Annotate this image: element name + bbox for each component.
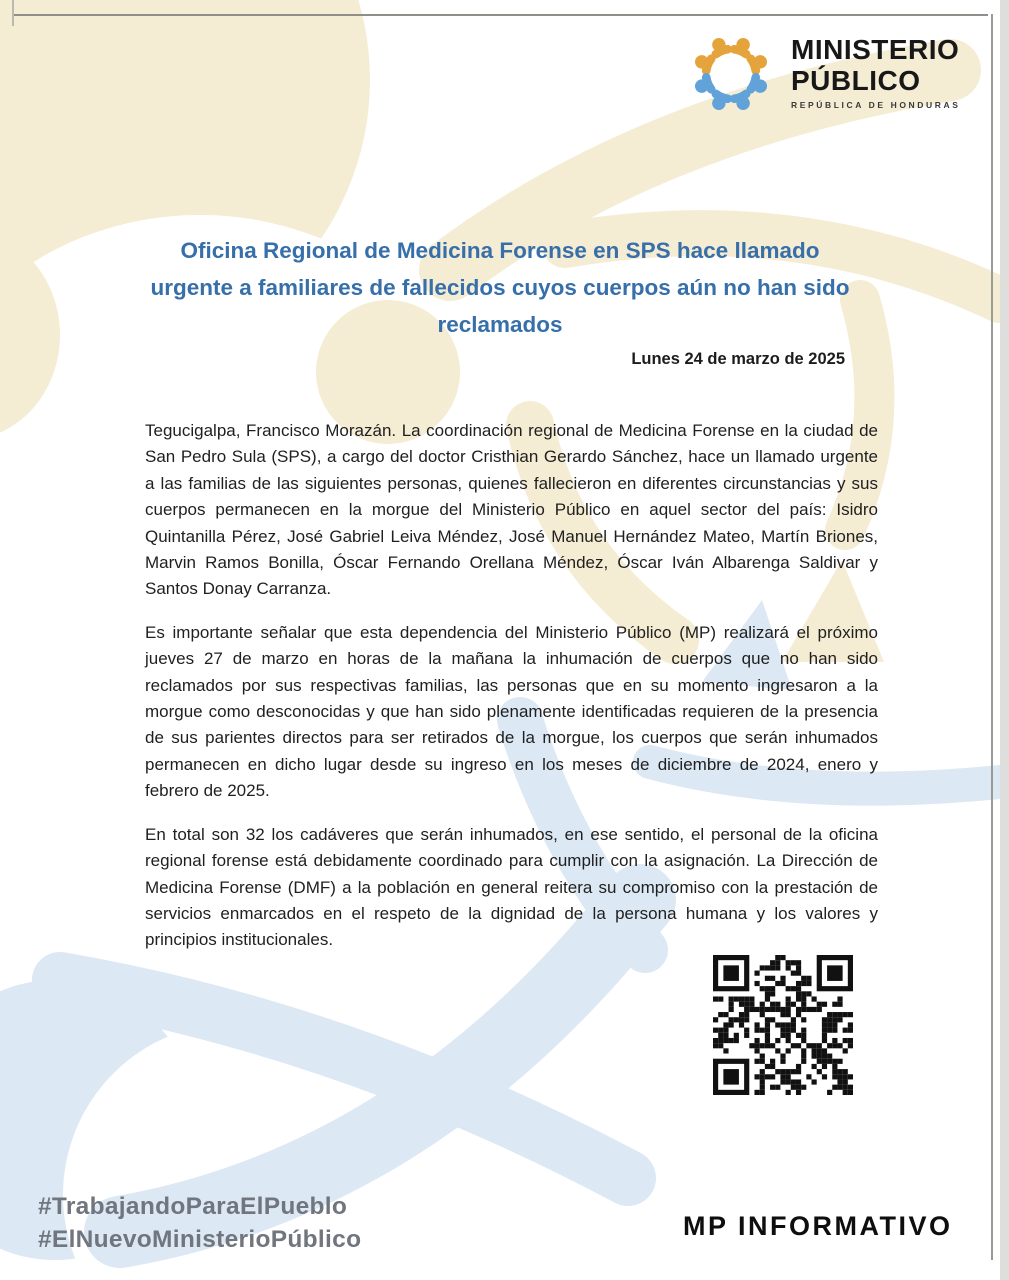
people-circle-logo-icon [683,26,779,122]
paragraph-3: En total son 32 los cadáveres que serán inhumados, en ese sentido, el personal de la oficina regional forense está debidamente coordinado para cumplir con la asignación. La Dirección de Medicina Forense (DMF) a la población en general reitera su compromiso con la prestación de servicios enmarcados en el respeto de la dignidad de la persona humana y los valores y principios institucionales. [145,824,878,950]
hashtag-1: #TrabajandoParaElPueblo [38,1193,348,1220]
logo-subtitle: REPÚBLICA DE HONDURAS [791,100,961,110]
headline-line-3: reclamados [437,312,563,337]
headline-line-2: urgente a familiares de fallecidos cuyos cuerpos aún no han sido [150,275,850,300]
footer-hashtags [38,1190,361,1256]
paragraph-2: Es importante señalar que esta dependencia del Ministerio Público (MP) realizará el próximo jueves 27 de marzo en horas de la mañana la inhumación de cuerpos que no han sido reclamados por sus respectivas familias, las personas que en su momento ingresaron a la morgue como desconocidas y que han sido plenamente identificadas requieren de la presencia de sus parientes directos para ser retirados de la morgue, los cuerpos que serán inhumados permanecen en dicho lugar desde su ingreso en los meses de diciembre de 2024, enero y febrero de 2025. [145,622,878,801]
qr-code [713,955,853,1095]
headline [90,232,910,343]
logo-title-line2: PÚBLICO [791,65,921,96]
article-body [145,418,878,971]
date-text: Lunes 24 de marzo de 2025 [631,350,845,368]
logo-title-line1: MINISTERIO [791,34,960,65]
hashtag-2: #ElNuevoMinisterioPúblico [38,1226,362,1253]
logo-wordmark [791,26,961,110]
page-top-edge [13,14,988,16]
ministerio-publico-logo [683,26,961,122]
headline-line-1: Oficina Regional de Medicina Forense en SPS hace llamado [180,238,820,263]
mp-informativo-wordmark: MP INFORMATIVO [683,1211,953,1241]
date-line [145,350,878,369]
paragraph-1: Tegucigalpa, Francisco Morazán. La coordinación regional de Medicina Forense en la ciudad de San Pedro Sula (SPS), a cargo del doctor Cristhian Gerardo Sánchez, hace un llamado urgente a las familias de las siguientes personas, quienes fallecieron en diferentes circunstancias y sus cuerpos permanecen en la morgue del Ministerio Público en aquel sector del país: Isidro Quintanilla Pérez, José Gabriel Leiva Méndez, José Manuel Hernández Mateo, Martín Briones, Marvin Ramos Bonilla, Óscar Fernando Orellana Méndez, Óscar Iván Albarenga Saldivar y Santos Donay Carranza. [145,421,878,599]
page-left-edge [12,0,14,26]
page-right-edge [991,14,993,1260]
scan-background-strip [1000,0,1009,1280]
